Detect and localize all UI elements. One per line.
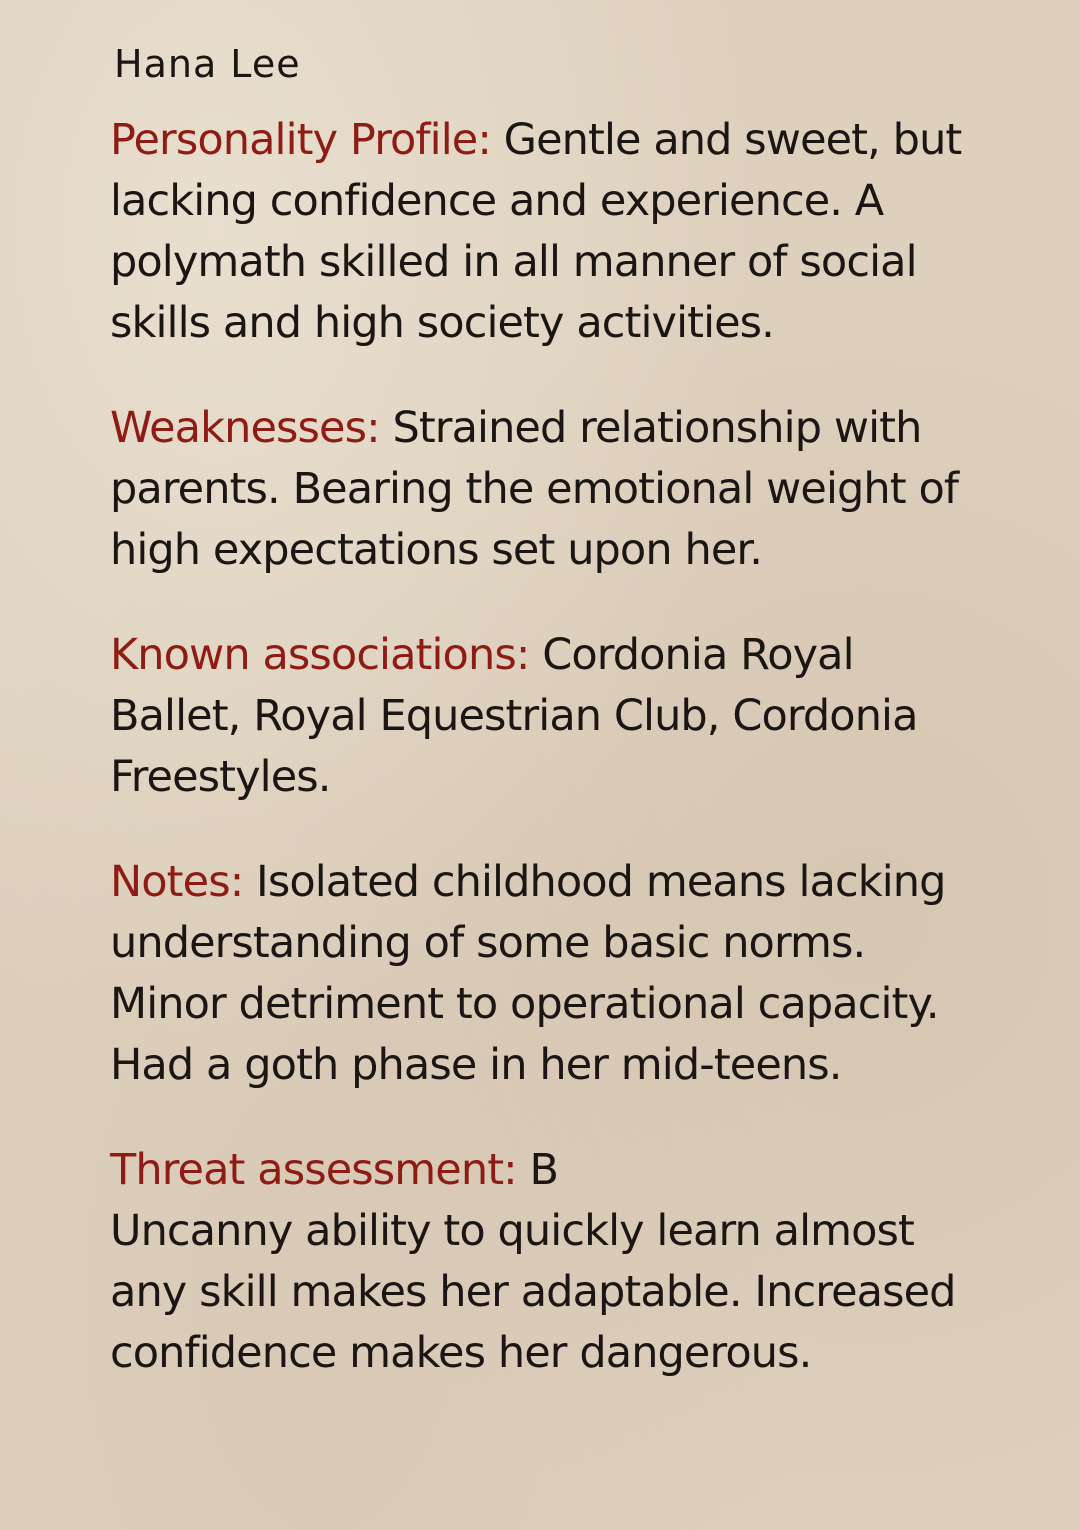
notes-text: Isolated childhood means lacking understanding of some basic norms. Minor detriment to operational capacity. Had a goth phase in her mid-teens. xyxy=(110,857,946,1090)
known-associations-label: Known associations: xyxy=(110,630,530,680)
notes-section xyxy=(110,852,990,1096)
personality-profile-section xyxy=(110,110,990,354)
weaknesses-text: Strained relationship with parents. Bearing the emotional weight of high expectations set upon her. xyxy=(110,403,959,575)
notes-label: Notes: xyxy=(110,857,244,907)
weaknesses-section xyxy=(110,398,990,581)
personality-profile-label: Personality Profile: xyxy=(110,115,491,165)
known-associations-text: Cordonia Royal Ballet, Royal Equestrian Club, Cordonia Freestyles. xyxy=(110,630,918,802)
personality-profile-text: Gentle and sweet, but lacking confidence and experience. A polymath skilled in all manner of social skills and high society activities. xyxy=(110,115,962,348)
threat-assessment-label: Threat assessment: xyxy=(110,1145,517,1195)
weaknesses-label: Weaknesses: xyxy=(110,403,380,453)
known-associations-section xyxy=(110,625,990,808)
threat-assessment-section xyxy=(110,1140,990,1384)
threat-assessment-text: Uncanny ability to quickly learn almost any skill makes her adaptable. Increased confidence makes her dangerous. xyxy=(110,1206,956,1378)
subject-name: Hana Lee xyxy=(114,42,301,86)
threat-grade: B xyxy=(516,1145,559,1195)
dossier-content xyxy=(110,38,990,1428)
